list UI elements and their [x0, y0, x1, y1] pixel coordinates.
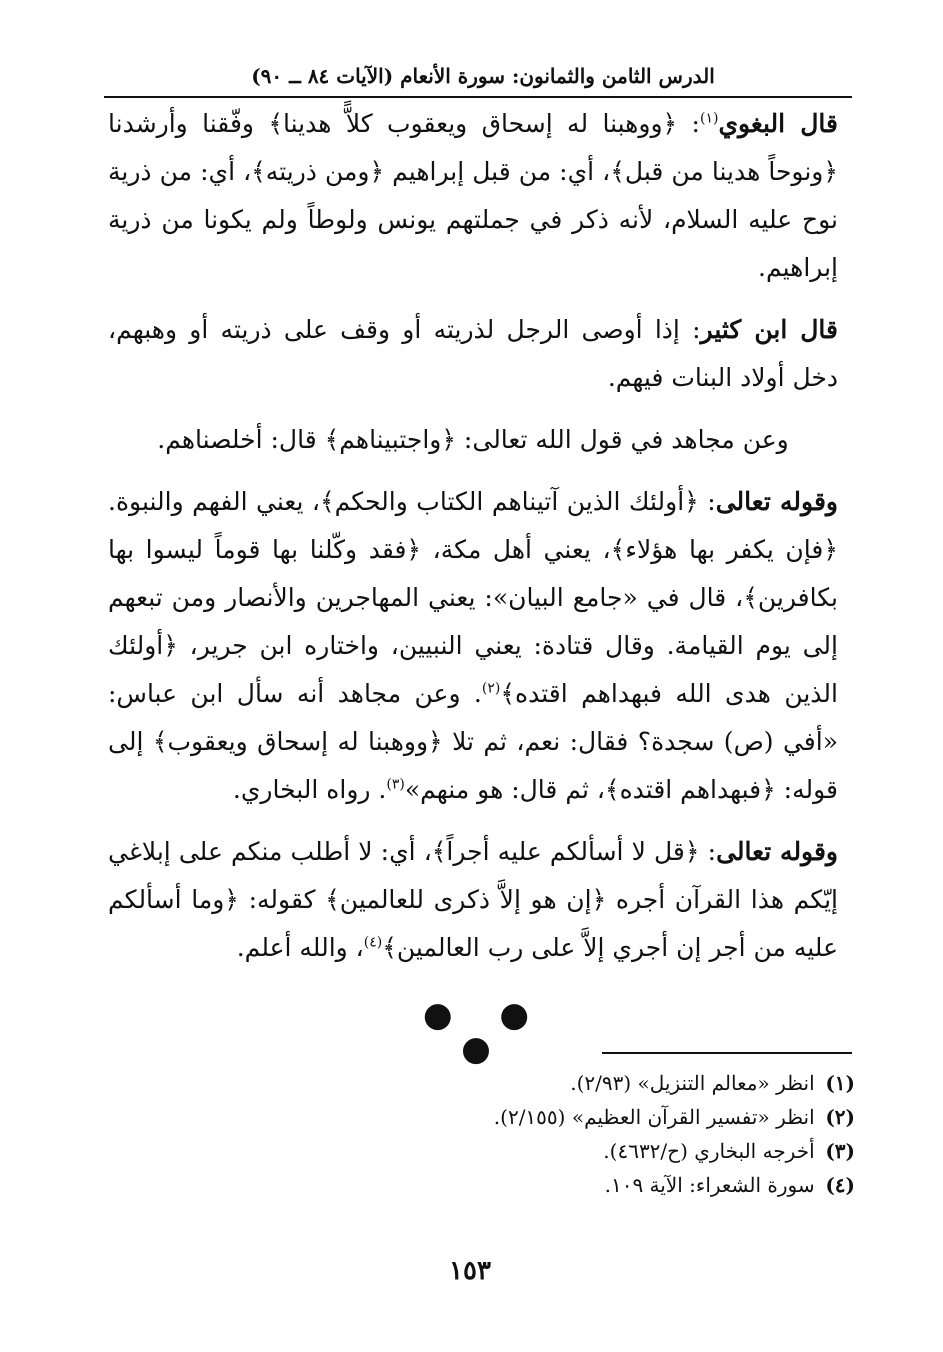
paragraph-body-end: ، والله أعلم.: [236, 933, 364, 962]
paragraph-mujahid: [108, 416, 838, 464]
running-header: الدرس الثامن والثمانون: سورة الأنعام (الآيات ٨٤ ــ ٩٠): [251, 64, 715, 88]
paragraph-body: : ﴿ووهبنا له إسحاق ويعقوب كلاًّ هدينا﴾ وفّقنا وأرشدنا ﴿ونوحاً هدينا من قبل﴾، أي: من قبل إبراهيم ﴿ومن ذريته﴾، أي: من ذرية نوح عليه السلام، لأنه ذكر في جملتهم يونس ولوطاً ولم يكونا من ذرية إبراهيم.: [108, 109, 838, 282]
paragraph-body: : ﴿أولئك الذين آتيناهم الكتاب والحكم﴾، يعني الفهم والنبوة. ﴿فإن يكفر بها هؤلاء﴾، يعني أهل مكة، ﴿فقد وكّلنا بها قوماً ليسوا بها بكافرين﴾، قال في «جامع البيان»: يعني المهاجرين والأنصار ومن تبعهم إلى يوم القيامة. وقال قتادة: يعني النبيين، واختاره ابن جرير، ﴿أولئك الذين هدى الله فبهداهم اقتده﴾: [108, 487, 838, 708]
paragraph-body: : إذا أوصى الرجل لذريته أو وقف على ذريته أو وهبهم، دخل أولاد البنات فيهم.: [108, 315, 838, 392]
paragraph-baghawi: [108, 100, 838, 292]
paragraph-qul-la-asalukum: [108, 828, 838, 972]
section-separator-dots: ● ● ●: [422, 995, 548, 1069]
footnote-divider: [602, 1052, 852, 1054]
footnote-text: سورة الشعراء: الآية ١٠٩.: [604, 1173, 815, 1197]
footnote-text: أخرجه البخاري (ح/٤٦٣٢).: [603, 1139, 815, 1163]
main-text: [108, 100, 838, 986]
paragraph-body: : ﴿قل لا أسألكم عليه أجراً﴾، أي: لا أطلب منكم على إبلاغي إيّكم هذا القرآن أجره ﴿إن هو إلاَّ ذكرى للعالمين﴾ كقوله: ﴿وما أسألكم عليه من أجر إن أجري إلاَّ على رب العالمين﴾: [108, 837, 838, 962]
paragraph-lead: وقوله تعالى: [716, 837, 839, 866]
paragraph-body: وعن مجاهد في قول الله تعالى: ﴿واجتبيناهم﴾ قال: أخلصناهم.: [157, 425, 789, 454]
footnote-ref-1[interactable]: (١): [699, 110, 719, 127]
footnote-item: [400, 1168, 855, 1202]
paragraph-lead: وقوله تعالى: [715, 487, 838, 516]
paragraph-ibn-kathir: [108, 306, 838, 402]
footnote-item: [400, 1066, 855, 1100]
footnote-number: (١): [825, 1071, 855, 1095]
footnote-item: [400, 1134, 855, 1168]
footnote-number: (٤): [825, 1173, 855, 1197]
footnote-ref-2[interactable]: (٢): [481, 680, 501, 697]
footnotes: [400, 1066, 855, 1202]
footnote-number: (٣): [825, 1139, 855, 1163]
paragraph-lead: قال البغوي: [718, 109, 838, 138]
footnote-number: (٢): [825, 1105, 855, 1129]
paragraph-lead: قال ابن كثير: [700, 315, 838, 344]
footnote-text: انظر «معالم التنزيل» (٢/٩٣).: [570, 1071, 815, 1095]
footnote-ref-3[interactable]: (٣): [386, 776, 405, 793]
page-number: ١٥٣: [449, 1256, 491, 1286]
footnote-item: [400, 1100, 855, 1134]
paragraph-body-continued: . وعن مجاهد أنه سأل ابن عباس: «أفي (ص) سجدة؟ فقال: نعم، ثم تلا ﴿ووهبنا له إسحاق ويعقوب﴾ إلى قوله: ﴿فبهداهم اقتده﴾، ثم قال: هو منهم»: [108, 679, 838, 804]
paragraph-body-end: . رواه البخاري.: [232, 775, 387, 804]
footnote-text: انظر «تفسير القرآن العظيم» (٢/١٥٥).: [493, 1105, 815, 1129]
header-divider: [104, 96, 852, 98]
footnote-ref-4[interactable]: (٤): [363, 934, 383, 951]
paragraph-ulaika: [108, 478, 838, 814]
